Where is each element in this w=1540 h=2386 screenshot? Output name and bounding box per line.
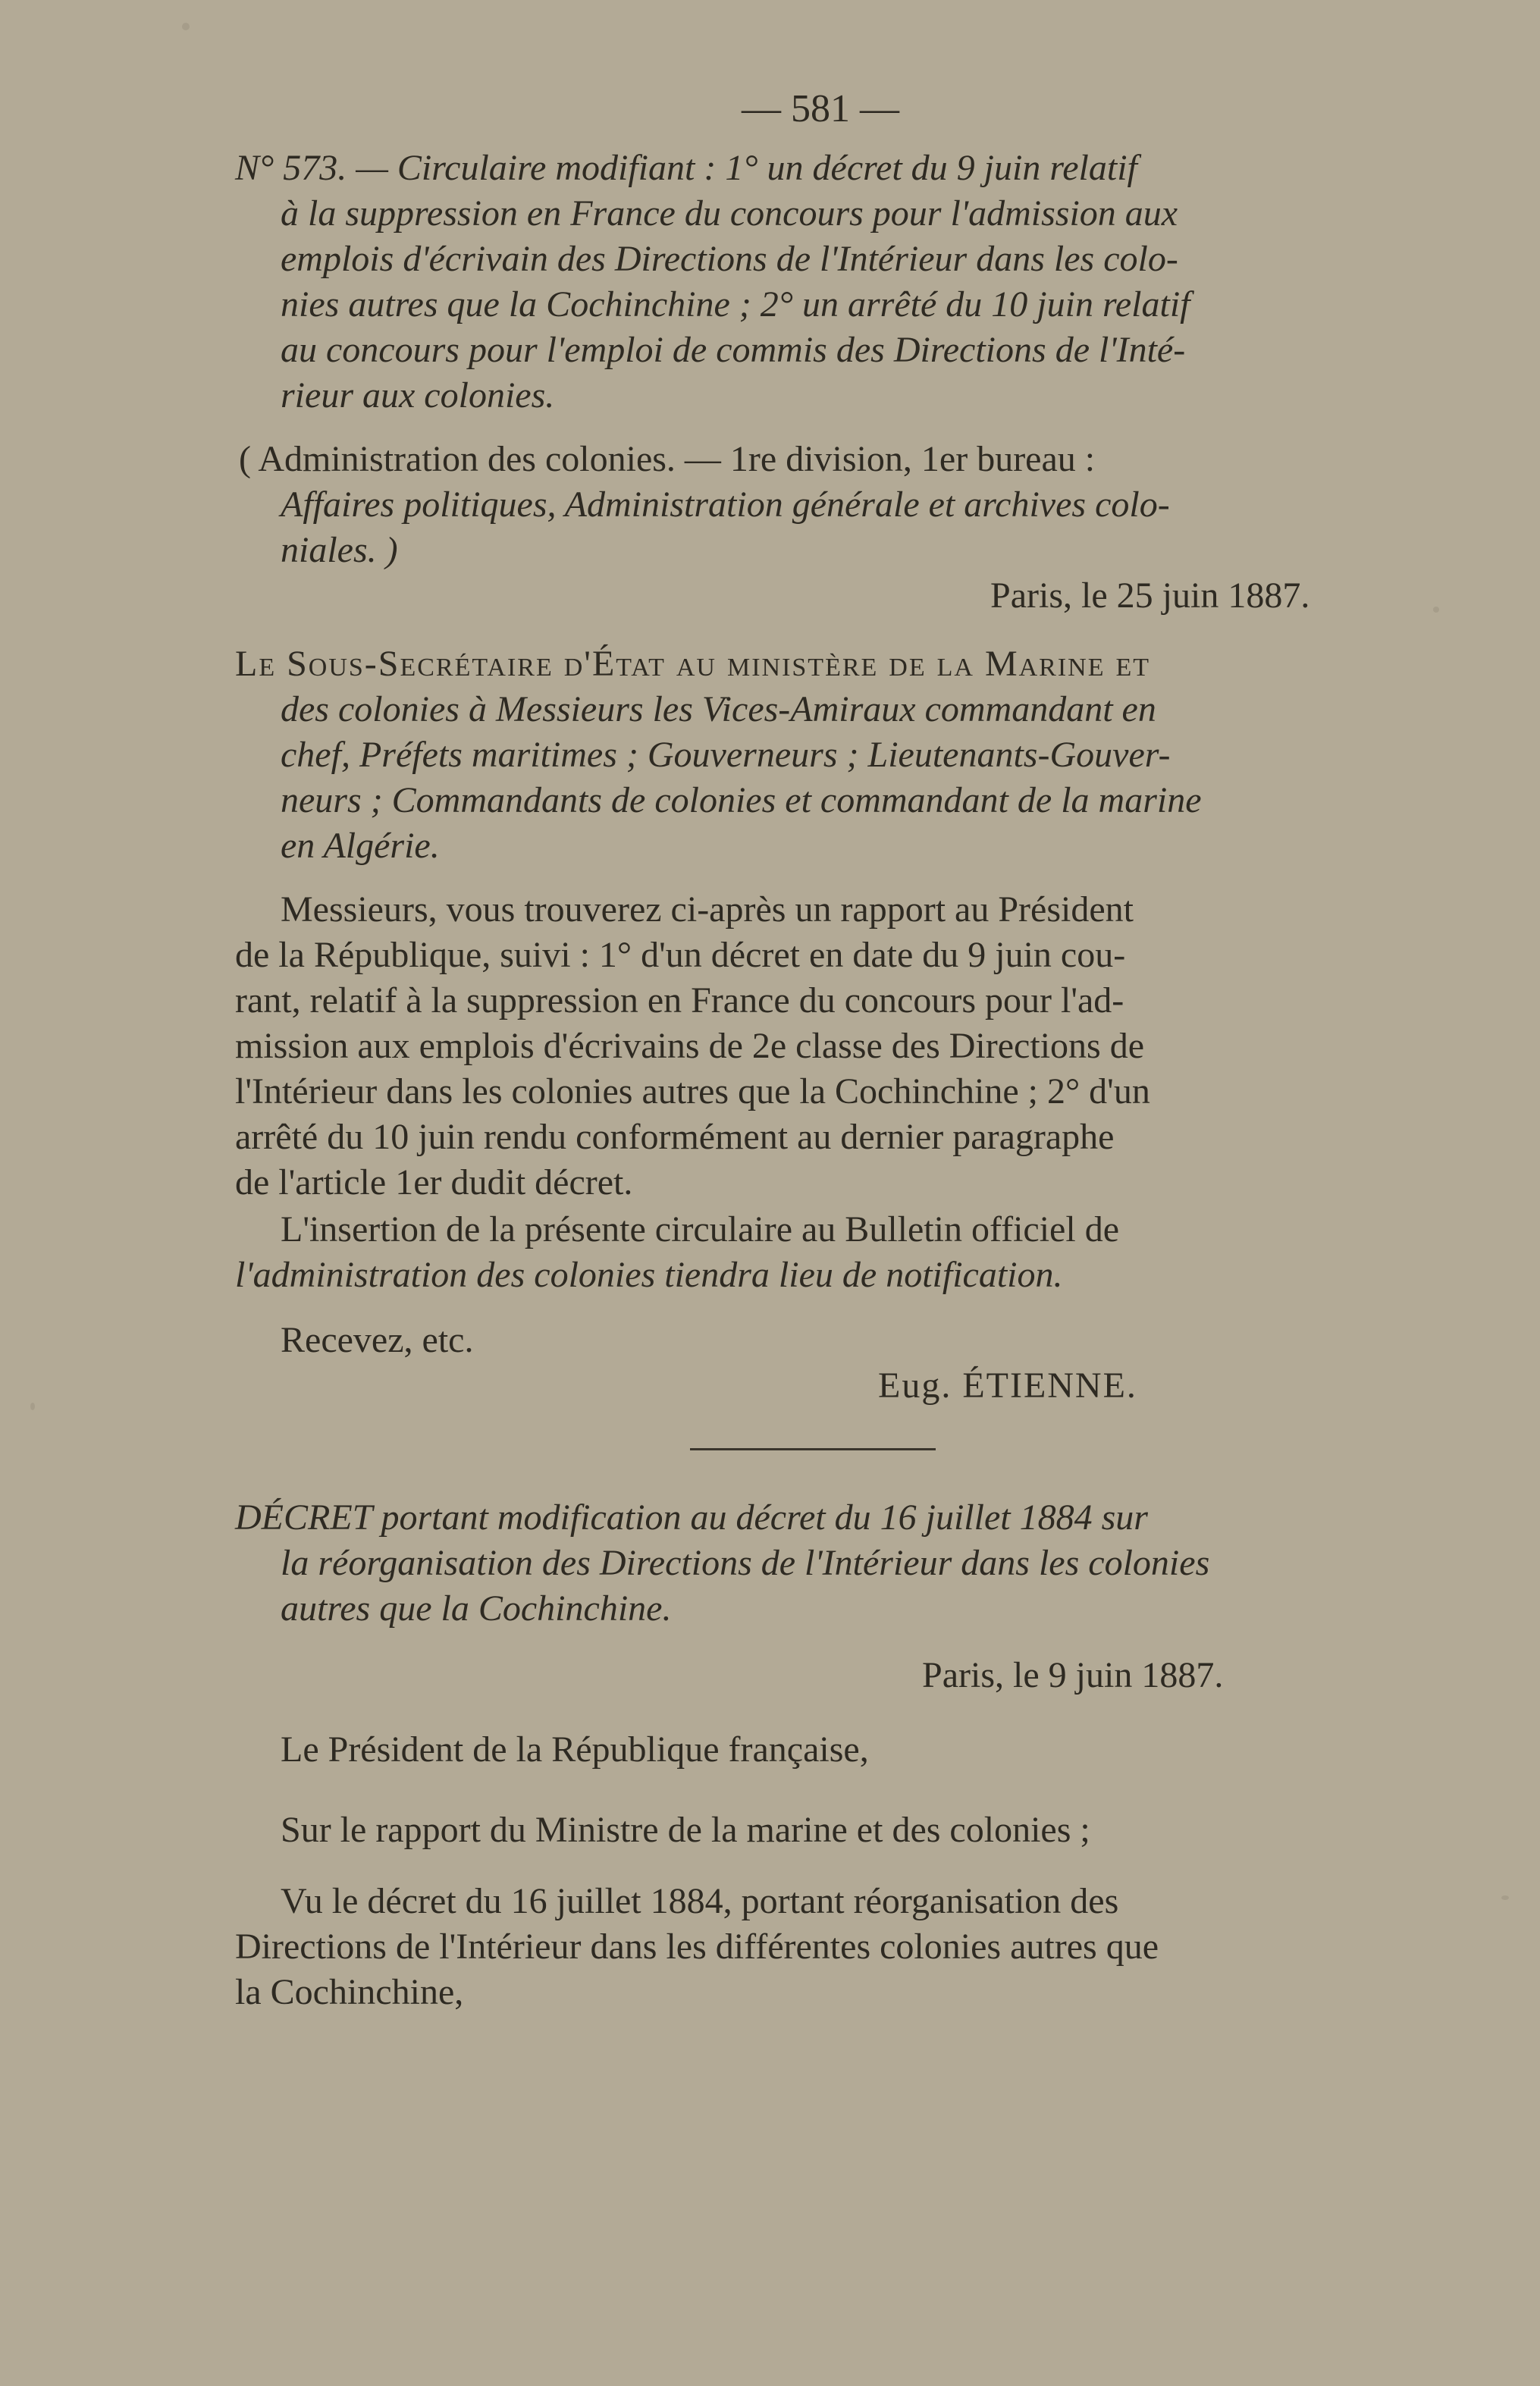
- circular-dateline: Paris, le 25 juin 1887.: [990, 575, 1310, 616]
- body-line: mission aux emplois d'écrivains de 2e classe des Directions de: [235, 1026, 1145, 1066]
- address-line: Le Sous-Secrétaire d'État au ministère de la Marine et: [235, 644, 1151, 684]
- circular-heading-line: nies autres que la Cochinchine ; 2° un arrêté du 10 juin relatif: [281, 284, 1190, 325]
- body-line: de la République, suivi : 1° d'un décret en date du 9 juin cou-: [235, 935, 1126, 975]
- section-divider: [690, 1448, 936, 1450]
- circular-source-line: Affaires politiques, Administration générale et archives colo-: [281, 484, 1170, 525]
- address-line: en Algérie.: [281, 826, 440, 866]
- decree-line: Directions de l'Intérieur dans les différentes colonies autres que: [235, 1927, 1159, 1967]
- circular-heading-line: au concours pour l'emploi de commis des Directions de l'Inté-: [281, 330, 1186, 370]
- address-line: des colonies à Messieurs les Vices-Amiraux commandant en: [281, 689, 1156, 729]
- body-line: l'Intérieur dans les colonies autres que la Cochinchine ; 2° d'un: [235, 1071, 1150, 1111]
- body-line: Messieurs, vous trouverez ci-après un rapport au Président: [281, 889, 1134, 930]
- paper-speck: [30, 1403, 35, 1410]
- paper-speck: [1501, 1895, 1509, 1900]
- circular-heading-line: rieur aux colonies.: [281, 375, 555, 415]
- body-line: arrêté du 10 juin rendu conformément au dernier paragraphe: [235, 1117, 1115, 1157]
- circular-signature: Eug. ÉTIENNE.: [878, 1365, 1137, 1406]
- circular-heading-line: à la suppression en France du concours pour l'admission aux: [281, 193, 1178, 234]
- address-line: chef, Préfets maritimes ; Gouverneurs ; Lieutenants-Gouver-: [281, 735, 1171, 775]
- decree-line: Vu le décret du 16 juillet 1884, portant réorganisation des: [281, 1881, 1119, 1921]
- body-line: l'administration des colonies tiendra lieu de notification.: [235, 1255, 1063, 1295]
- decree-line: Le Président de la République française,: [281, 1729, 869, 1770]
- page-number: — 581 —: [742, 87, 899, 130]
- decree-dateline: Paris, le 9 juin 1887.: [922, 1655, 1224, 1695]
- decree-line: Sur le rapport du Ministre de la marine et des colonies ;: [281, 1810, 1090, 1850]
- circular-source-line: niales. ): [281, 530, 398, 570]
- decree-line: la Cochinchine,: [235, 1972, 464, 2012]
- circular-source-line: ( Administration des colonies. — 1re division, 1er bureau :: [239, 439, 1096, 479]
- decree-title-line: la réorganisation des Directions de l'Intérieur dans les colonies: [281, 1543, 1210, 1583]
- circular-heading-line: N° 573. — Circulaire modifiant : 1° un décret du 9 juin relatif: [235, 148, 1137, 188]
- decree-title-line: autres que la Cochinchine.: [281, 1588, 672, 1629]
- body-line: Recevez, etc.: [281, 1320, 474, 1360]
- decree-title-line: DÉCRET portant modification au décret du 16 juillet 1884 sur: [235, 1497, 1148, 1538]
- paper-speck: [182, 23, 190, 30]
- paper-speck: [1433, 607, 1439, 613]
- body-line: L'insertion de la présente circulaire au Bulletin officiel de: [281, 1209, 1119, 1249]
- address-line: neurs ; Commandants de colonies et commandant de la marine: [281, 780, 1202, 820]
- body-line: de l'article 1er dudit décret.: [235, 1162, 633, 1202]
- circular-heading-line: emplois d'écrivain des Directions de l'Intérieur dans les colo-: [281, 239, 1178, 279]
- body-line: rant, relatif à la suppression en France du concours pour l'ad-: [235, 980, 1124, 1021]
